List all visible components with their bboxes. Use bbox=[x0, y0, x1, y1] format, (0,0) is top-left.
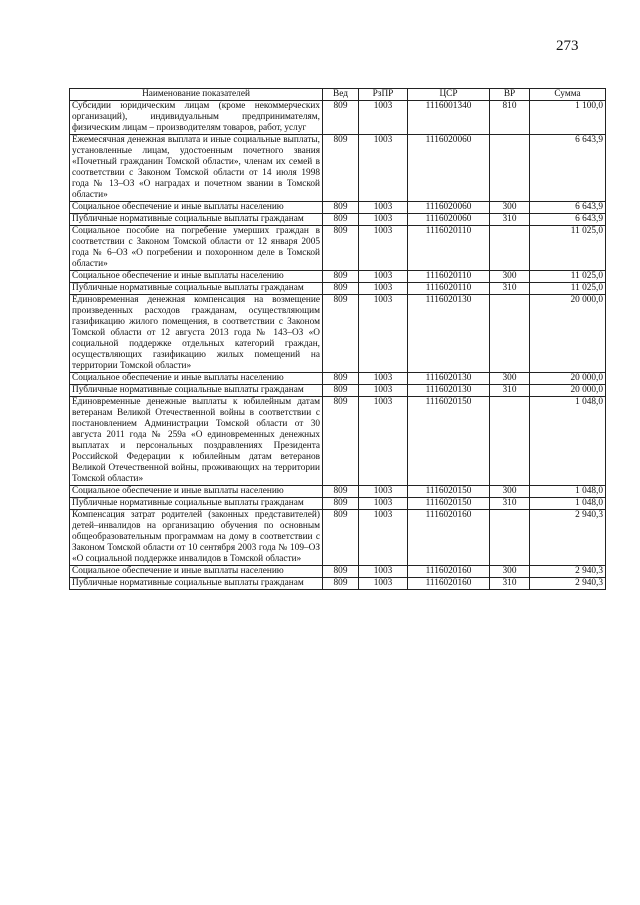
sum-cell: 11 025,0 bbox=[530, 226, 606, 271]
csr-cell: 1116020060 bbox=[408, 202, 490, 214]
table-row bbox=[70, 271, 606, 283]
name-cell: Публичные нормативные социальные выплаты гражданам bbox=[70, 283, 323, 295]
rzpr-cell: 1003 bbox=[359, 283, 408, 295]
csr-cell: 1116020150 bbox=[408, 486, 490, 498]
rzpr-cell: 1003 bbox=[359, 486, 408, 498]
vr-cell: 310 bbox=[490, 283, 530, 295]
vr-cell bbox=[490, 510, 530, 566]
name-cell: Ежемесячная денежная выплата и иные социальные выплаты, установленные лицам, удостоенным почетного звания «Почетный гражданин Томской области», членам их семей в соответствии с Законом Томской области от 14 июля 1998 года № 13–ОЗ «О наградах и почетном звании в Томской области» bbox=[70, 135, 323, 202]
rzpr-cell: 1003 bbox=[359, 202, 408, 214]
rzpr-cell: 1003 bbox=[359, 214, 408, 226]
table-header bbox=[70, 89, 606, 101]
name-cell: Социальное обеспечение и иные выплаты населению bbox=[70, 271, 323, 283]
vr-cell: 310 bbox=[490, 214, 530, 226]
ved-cell: 809 bbox=[323, 397, 359, 486]
ved-cell: 809 bbox=[323, 578, 359, 590]
vr-cell bbox=[490, 397, 530, 486]
sum-cell: 2 940,3 bbox=[530, 510, 606, 566]
sum-cell: 1 048,0 bbox=[530, 397, 606, 486]
rzpr-cell: 1003 bbox=[359, 271, 408, 283]
ved-cell: 809 bbox=[323, 510, 359, 566]
table-row bbox=[70, 578, 606, 590]
sum-cell: 2 940,3 bbox=[530, 578, 606, 590]
vr-cell: 310 bbox=[490, 498, 530, 510]
vr-cell bbox=[490, 135, 530, 202]
ved-cell: 809 bbox=[323, 486, 359, 498]
vr-cell bbox=[490, 295, 530, 373]
table-row bbox=[70, 498, 606, 510]
page-number: 273 bbox=[556, 38, 579, 54]
vr-cell: 810 bbox=[490, 101, 530, 135]
sum-cell: 20 000,0 bbox=[530, 385, 606, 397]
header-csr: ЦСР bbox=[408, 89, 490, 101]
ved-cell: 809 bbox=[323, 498, 359, 510]
ved-cell: 809 bbox=[323, 283, 359, 295]
ved-cell: 809 bbox=[323, 385, 359, 397]
name-cell: Социальное обеспечение и иные выплаты населению bbox=[70, 566, 323, 578]
header-ved: Вед bbox=[323, 89, 359, 101]
table-row bbox=[70, 385, 606, 397]
ved-cell: 809 bbox=[323, 101, 359, 135]
table-row bbox=[70, 566, 606, 578]
name-cell: Социальное обеспечение и иные выплаты населению bbox=[70, 202, 323, 214]
rzpr-cell: 1003 bbox=[359, 385, 408, 397]
name-cell: Социальное обеспечение и иные выплаты населению bbox=[70, 373, 323, 385]
csr-cell: 1116020060 bbox=[408, 135, 490, 202]
vr-cell: 310 bbox=[490, 385, 530, 397]
header-sum: Сумма bbox=[530, 89, 606, 101]
sum-cell: 11 025,0 bbox=[530, 271, 606, 283]
csr-cell: 1116020110 bbox=[408, 226, 490, 271]
vr-cell: 300 bbox=[490, 271, 530, 283]
sum-cell: 1 100,0 bbox=[530, 101, 606, 135]
table-row bbox=[70, 486, 606, 498]
csr-cell: 1116020110 bbox=[408, 271, 490, 283]
name-cell: Публичные нормативные социальные выплаты гражданам bbox=[70, 498, 323, 510]
name-cell: Публичные нормативные социальные выплаты гражданам bbox=[70, 214, 323, 226]
vr-cell: 300 bbox=[490, 373, 530, 385]
table-row bbox=[70, 202, 606, 214]
sum-cell: 6 643,9 bbox=[530, 202, 606, 214]
table-row bbox=[70, 373, 606, 385]
ved-cell: 809 bbox=[323, 373, 359, 385]
rzpr-cell: 1003 bbox=[359, 510, 408, 566]
ved-cell: 809 bbox=[323, 566, 359, 578]
name-cell: Социальное пособие на погребение умерших граждан в соответствии с Законом Томской области от 12 января 2005 года № 6–ОЗ «О погребении и похоронном деле в Томской области» bbox=[70, 226, 323, 271]
table-row bbox=[70, 397, 606, 486]
sum-cell: 20 000,0 bbox=[530, 373, 606, 385]
ved-cell: 809 bbox=[323, 214, 359, 226]
ved-cell: 809 bbox=[323, 271, 359, 283]
name-cell: Единовременные денежные выплаты к юбилейным датам ветеранам Великой Отечественной войны в соответствии с постановлением Администрации Томской области от 30 августа 2011 года № 259а «О единовременных денежных выплатах и персональных поздравлениях Президента Российской Федерации к юбилейным датам ветеранов Великой Отечественной войны, проживающих на территории Томской области» bbox=[70, 397, 323, 486]
csr-cell: 1116020160 bbox=[408, 578, 490, 590]
csr-cell: 1116020150 bbox=[408, 498, 490, 510]
sum-cell: 6 643,9 bbox=[530, 214, 606, 226]
rzpr-cell: 1003 bbox=[359, 101, 408, 135]
rzpr-cell: 1003 bbox=[359, 397, 408, 486]
header-vr: ВР bbox=[490, 89, 530, 101]
sum-cell: 6 643,9 bbox=[530, 135, 606, 202]
table-row bbox=[70, 101, 606, 135]
vr-cell: 300 bbox=[490, 566, 530, 578]
rzpr-cell: 1003 bbox=[359, 578, 408, 590]
table-row bbox=[70, 135, 606, 202]
csr-cell: 1116020130 bbox=[408, 295, 490, 373]
name-cell: Публичные нормативные социальные выплаты гражданам bbox=[70, 578, 323, 590]
csr-cell: 1116020110 bbox=[408, 283, 490, 295]
name-cell: Компенсация затрат родителей (законных представителей) детей–инвалидов на организацию обучения по основным общеобразовательным программам на дому в соответствии с Законом Томской области от 10 сентября 2003 года № 109–ОЗ «О социальной поддержке инвалидов в Томской области» bbox=[70, 510, 323, 566]
rzpr-cell: 1003 bbox=[359, 226, 408, 271]
csr-cell: 1116001340 bbox=[408, 101, 490, 135]
rzpr-cell: 1003 bbox=[359, 373, 408, 385]
ved-cell: 809 bbox=[323, 226, 359, 271]
table-row bbox=[70, 214, 606, 226]
budget-table bbox=[69, 88, 606, 590]
rzpr-cell: 1003 bbox=[359, 135, 408, 202]
ved-cell: 809 bbox=[323, 135, 359, 202]
table-row bbox=[70, 283, 606, 295]
name-cell: Публичные нормативные социальные выплаты гражданам bbox=[70, 385, 323, 397]
table-row bbox=[70, 510, 606, 566]
header-name: Наименование показателей bbox=[70, 89, 323, 101]
ved-cell: 809 bbox=[323, 202, 359, 214]
vr-cell: 300 bbox=[490, 486, 530, 498]
csr-cell: 1116020150 bbox=[408, 397, 490, 486]
table-row bbox=[70, 226, 606, 271]
csr-cell: 1116020130 bbox=[408, 373, 490, 385]
table-row bbox=[70, 295, 606, 373]
rzpr-cell: 1003 bbox=[359, 566, 408, 578]
sum-cell: 2 940,3 bbox=[530, 566, 606, 578]
name-cell: Субсидии юридическим лицам (кроме некоммерческих организаций), индивидуальным предпринимателям, физическим лицам – производителям товаров, работ, услуг bbox=[70, 101, 323, 135]
sum-cell: 11 025,0 bbox=[530, 283, 606, 295]
sum-cell: 1 048,0 bbox=[530, 486, 606, 498]
rzpr-cell: 1003 bbox=[359, 498, 408, 510]
vr-cell: 310 bbox=[490, 578, 530, 590]
table-body bbox=[70, 101, 606, 590]
vr-cell bbox=[490, 226, 530, 271]
vr-cell: 300 bbox=[490, 202, 530, 214]
header-row bbox=[70, 89, 606, 101]
name-cell: Единовременная денежная компенсация на возмещение произведенных расходов гражданам, осуществляющим газификацию жилого помещения, в соответствии с Законом Томской области от 12 августа 2013 года № 143–ОЗ «О социальной поддержке отдельных категорий граждан, осуществляющих газификацию жилых помещений на территории Томской области» bbox=[70, 295, 323, 373]
ved-cell: 809 bbox=[323, 295, 359, 373]
csr-cell: 1116020160 bbox=[408, 566, 490, 578]
header-rzpr: РзПР bbox=[359, 89, 408, 101]
csr-cell: 1116020160 bbox=[408, 510, 490, 566]
name-cell: Социальное обеспечение и иные выплаты населению bbox=[70, 486, 323, 498]
sum-cell: 1 048,0 bbox=[530, 498, 606, 510]
sum-cell: 20 000,0 bbox=[530, 295, 606, 373]
csr-cell: 1116020060 bbox=[408, 214, 490, 226]
rzpr-cell: 1003 bbox=[359, 295, 408, 373]
csr-cell: 1116020130 bbox=[408, 385, 490, 397]
